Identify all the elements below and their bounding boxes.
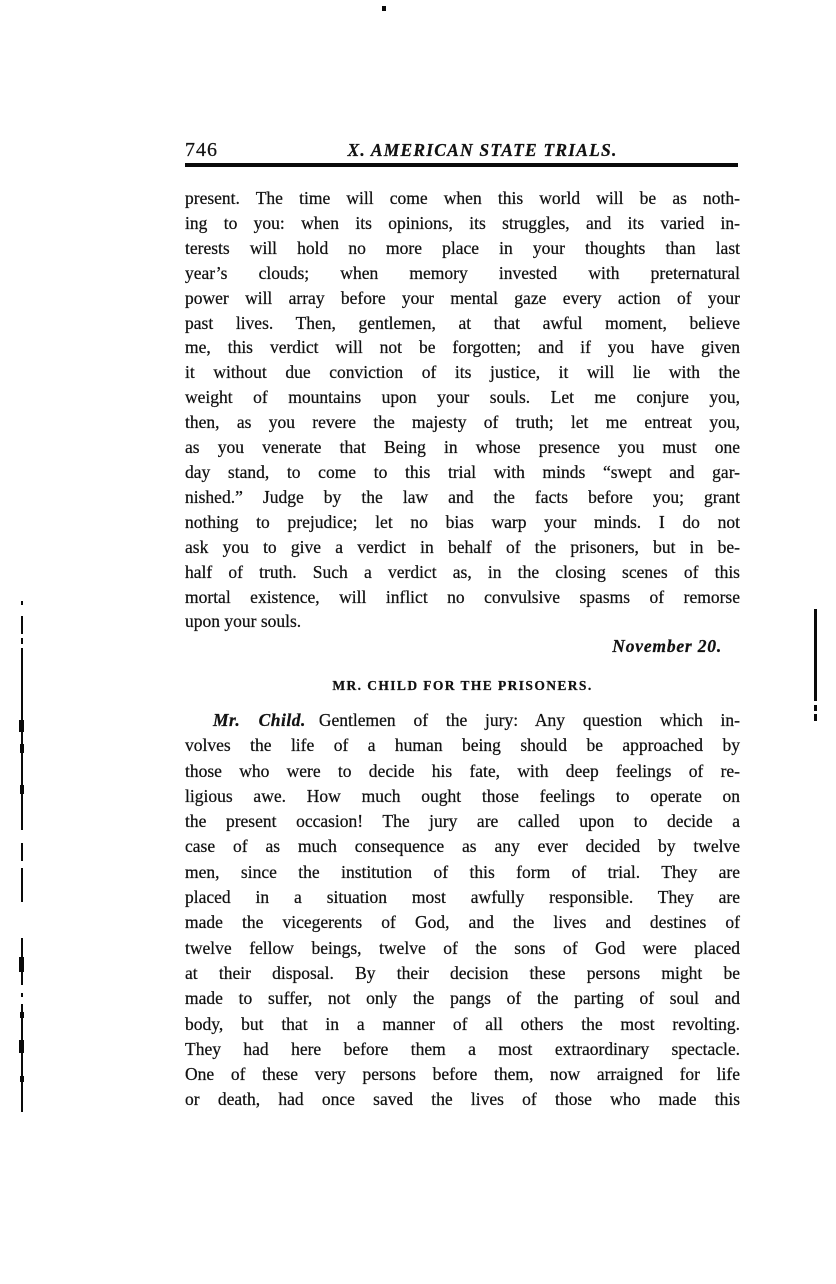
text-line xyxy=(185,708,740,733)
speaker-name: Mr. Child. xyxy=(213,710,306,730)
text-line: twelve fellow beings, twelve of the sons of God were placed xyxy=(185,937,740,958)
text-line: it without due conviction of its justice, it will lie with the xyxy=(185,362,740,383)
text-line: One of these very persons before them, now arraigned for life xyxy=(185,1064,740,1085)
text-line: men, since the institution of this form of trial. They are xyxy=(185,861,740,882)
scan-speck xyxy=(382,6,386,11)
header-rule xyxy=(185,163,738,167)
text-line: then, as you revere the majesty of truth; let me entreat you, xyxy=(185,412,740,433)
scan-line-left xyxy=(21,843,23,861)
page-header xyxy=(185,138,740,164)
text-line: terests will hold no more place in your thoughts than last xyxy=(185,237,740,258)
text-line: day stand, to come to this trial with minds “swept and gar- xyxy=(185,461,740,482)
text-line: those who were to decide his fate, with deep feelings of re- xyxy=(185,760,740,781)
section-heading: MR. CHILD FOR THE PRISONERS. xyxy=(332,678,593,693)
text-line: me, this verdict will not be forgotten; and if you have given xyxy=(185,337,740,358)
paragraph-child-speech xyxy=(185,708,740,733)
text-line: ing to you: when its opinions, its struggles, and its varied in- xyxy=(185,212,740,233)
scan-line-left xyxy=(20,1012,24,1018)
text-line: volves the life of a human being should be approached by xyxy=(185,735,740,756)
scan-line-left xyxy=(19,957,24,972)
scan-line-left xyxy=(21,993,23,997)
text-line: body, but that in a manner of all others the most revolting. xyxy=(185,1013,740,1034)
scan-line-left xyxy=(19,1040,24,1053)
paragraph-child-speech-lines xyxy=(185,733,740,1112)
text-line: They had here before them a most extraordinary spectacle. xyxy=(185,1038,740,1059)
scan-line-left xyxy=(21,1004,23,1112)
text-line: upon your souls. xyxy=(185,611,302,632)
date-text: November 20. xyxy=(612,636,722,656)
date-line xyxy=(185,636,740,657)
text-line: weight of mountains upon your souls. Let me conjure you, xyxy=(185,387,740,408)
scan-line-right xyxy=(814,714,817,721)
scan-line-left xyxy=(21,638,23,644)
paragraph-closing-address xyxy=(185,186,740,634)
scan-line-left xyxy=(21,601,23,605)
text-line: nothing to prejudice; let no bias warp your minds. I do not xyxy=(185,511,740,532)
text-line: year’s clouds; when memory invested with preternatural xyxy=(185,262,740,283)
line-text: Gentlemen of the jury: Any question which in- xyxy=(318,710,740,730)
scan-line-left xyxy=(20,1076,24,1082)
text-line: ligious awe. How much ought those feelings to operate on xyxy=(185,785,740,806)
text-line: half of truth. Such a verdict as, in the closing scenes of this xyxy=(185,561,740,582)
scan-line-left xyxy=(21,616,23,634)
text-line: present. The time will come when this world will be as noth- xyxy=(185,188,740,208)
text-line: as you venerate that Being in whose presence you must one xyxy=(185,437,740,458)
text-line: case of as much consequence as any ever decided by twelve xyxy=(185,836,740,857)
text-line: nished.” Judge by the law and the facts before you; grant xyxy=(185,486,740,507)
scan-line-left xyxy=(19,720,24,732)
text-line: power will array before your mental gaze every action of your xyxy=(185,287,740,308)
text-line: at their disposal. By their decision these persons might be xyxy=(185,962,740,983)
text-line: ask you to give a verdict in behalf of the prisoners, but in be- xyxy=(185,536,740,557)
scan-line-right xyxy=(814,705,817,711)
scan-line-right xyxy=(814,609,817,701)
page-number: 746 xyxy=(185,139,218,161)
running-title: X. AMERICAN STATE TRIALS. xyxy=(347,140,618,160)
scan-line-left xyxy=(20,744,24,753)
text-line: or death, had once saved the lives of those who made this xyxy=(185,1089,740,1110)
scan-line-left xyxy=(21,648,23,830)
text-line: past lives. Then, gentlemen, at that awful moment, believe xyxy=(185,312,740,333)
scan-line-left xyxy=(20,785,24,794)
text-line: made the vicegerents of God, and the lives and destines of xyxy=(185,912,740,933)
text-line: mortal existence, will inflict no convulsive spasms of remorse xyxy=(185,586,740,607)
text-line: placed in a situation most awfully responsible. They are xyxy=(185,887,740,908)
text-line: made to suffer, not only the pangs of the parting of soul and xyxy=(185,988,740,1009)
text-line: the present occasion! The jury are called upon to decide a xyxy=(185,811,740,832)
scan-line-left xyxy=(21,868,23,902)
